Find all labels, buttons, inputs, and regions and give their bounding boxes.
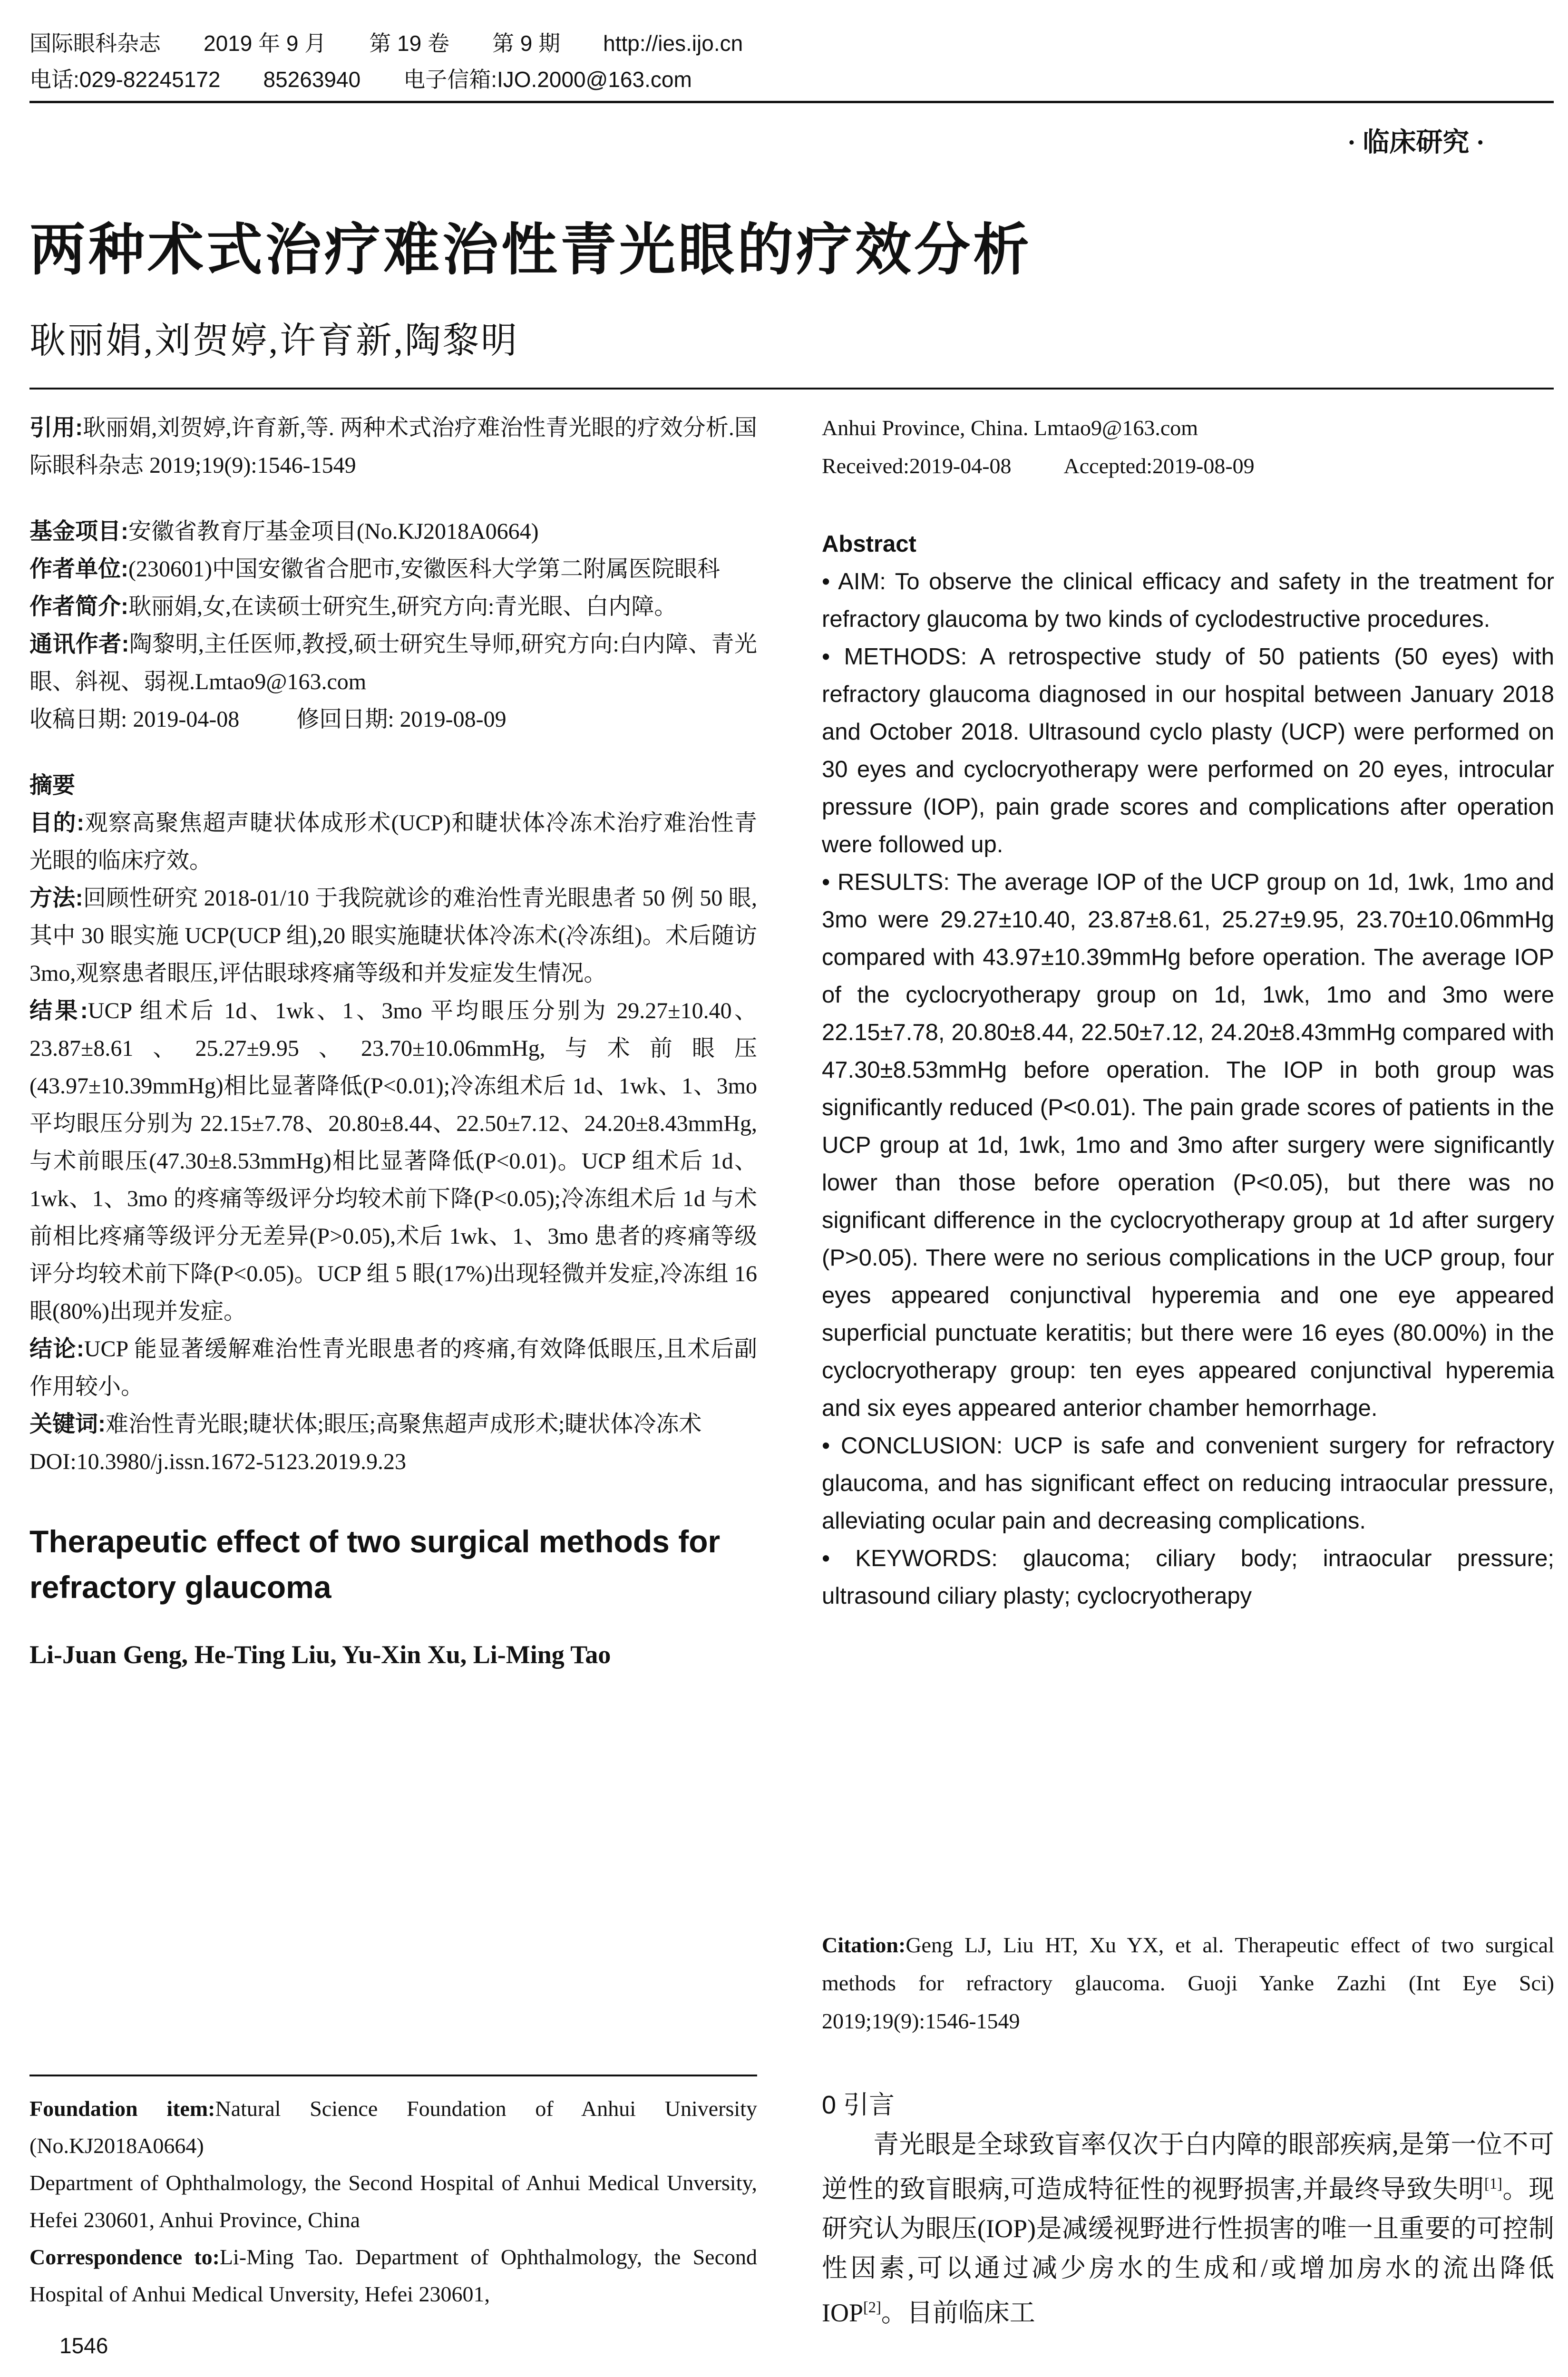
phone: 电话:029-82245172 bbox=[29, 67, 221, 92]
meta-dates: 收稿日期: 2019-04-08 修回日期: 2019-08-09 bbox=[29, 707, 506, 732]
introduction bbox=[822, 2085, 1554, 2333]
meta-corresponding: 通讯作者:陶黎明,主任医师,教授,硕士研究生导师,研究方向:白内障、青光眼、斜视、弱视.Lmtao9@163.com bbox=[29, 632, 757, 694]
column-label: · 临床研究 · bbox=[1347, 128, 1485, 157]
author-meta bbox=[29, 513, 757, 738]
english-title-block bbox=[29, 1519, 757, 1676]
abstract-en-aim: • AIM: To observe the clinical efficacy and safety in the treatment for refractory glaucoma by two kinds of cyclodestructive procedures. bbox=[822, 569, 1554, 632]
running-header-line-2 bbox=[29, 66, 735, 93]
issue-number: 第 9 期 bbox=[492, 31, 561, 56]
abstract-en-results: • RESULTS: The average IOP of the UCP group on 1d, 1wk, 1mo and 3mo were 29.27±10.40, 23.87±8.61, 25.27±9.95, 23.70±10.06mmHg compared with 43.97±10.39mmHg before operation. The average IOP of the cyclocryotherapy group on 1d, 1wk, 1mo and 3mo were 22.15±7.78, 20.80±8.44, 22.50±7.12, 24.20±8.43mmHg compared with 47.30±8.53mmHg before operation. The IOP in both group was significantly reduced (P<0.01). The pain grade scores of patients in the UCP group at 1d, 1wk, 1mo and 3mo after surgery were significantly lower than those before operation (P<0.05), but there was no significant difference in the cyclocryotherapy group at 1d after surgery (P>0.05). There were no serious complications in the UCP group, four eyes appeared conjunctival hyperemia and one eye appeared superficial punctuate keratitis; but there were 16 eyes (80.00%) in the cyclocryotherapy group: ten eyes appeared conjunctival hyperemia and six eyes appeared anterior chamber hemorrhage. bbox=[822, 869, 1555, 1421]
running-header-line-1 bbox=[29, 29, 786, 57]
abstract-cn-keywords: 关键词:难治性青光眼;睫状体;眼压;高聚焦超声成形术;睫状体冷冻术 bbox=[29, 1412, 702, 1437]
author-list: 耿丽娟,刘贺婷,许育新,陶黎明 bbox=[29, 321, 519, 361]
ref-1[interactable]: [1] bbox=[1484, 2175, 1502, 2192]
foundation-block bbox=[29, 2090, 757, 2313]
abstract-cn bbox=[29, 767, 757, 1481]
citation-en: Citation:Geng LJ, Liu HT, Xu YX, et al. Therapeutic effect of two surgical methods for refractory glaucoma. Guoji Yanke Zazhi (Int Eye Sci) 2019;19(9):1546-1549 bbox=[822, 1933, 1554, 2033]
meta-affiliation: 作者单位:(230601)中国安徽省合肥市,安徽医科大学第二附属医院眼科 bbox=[29, 556, 720, 582]
page-number: 1546 bbox=[59, 2333, 108, 2358]
email[interactable]: 电子信箱:IJO.2000@163.com bbox=[403, 67, 692, 92]
left-column bbox=[29, 409, 757, 1676]
citation-cn: 引用:耿丽娟,刘贺婷,许育新,等. 两种术式治疗难治性青光眼的疗效分析.国际眼科杂志 2019;19(9):1546-1549 bbox=[29, 415, 757, 478]
department: Department of Ophthalmology, the Second Hospital of Anhui Medical Unversity, Hefei 230601, Anhui Province, China bbox=[29, 2171, 757, 2232]
english-authors: Li-Juan Geng, He-Ting Liu, Yu-Xin Xu, Li-Ming Tao bbox=[29, 1640, 611, 1669]
title-rule bbox=[29, 388, 1554, 390]
intro-text: 青光眼是全球致盲率仅次于白内障的眼部疾病,是第一位不可逆性的致盲眼病,可造成特征性的视野损害,并最终导致失明[1]。现研究认为眼压(IOP)是减缓视野进行性损害的唯一且重要的可控制性因素,可以通过减少房水的生成和/或增加房水的流出降低 IOP[2]。目前临床工 bbox=[822, 2130, 1554, 2327]
journal-name: 国际眼科杂志 bbox=[29, 31, 161, 56]
abstract-cn-conclusion: 结论:UCP 能显著缓解难治性青光眼患者的疼痛,有效降低眼压,且术后副作用较小。 bbox=[29, 1336, 757, 1399]
issue-date: 2019 年 9 月 bbox=[204, 31, 327, 56]
volume: 第 19 卷 bbox=[369, 31, 449, 56]
correspondence: Correspondence to:Li-Ming Tao. Department of Ophthalmology, the Second Hospital of Anhui Medical Unversity, Hefei 230601, bbox=[29, 2245, 758, 2306]
meta-funding: 基金项目:安徽省教育厅基金项目(No.KJ2018A0664) bbox=[29, 519, 539, 544]
abstract-cn-heading: 摘要 bbox=[29, 773, 76, 798]
abstract-en-conclusion: • CONCLUSION: UCP is safe and convenient surgery for refractory glaucoma, and has significant effect on reducing intraocular pressure, alleviating ocular pain and decreasing complications. bbox=[822, 1433, 1554, 1534]
received-accepted: Received:2019-04-08 Accepted:2019-08-09 bbox=[822, 454, 1255, 478]
journal-url[interactable]: http://ies.ijo.cn bbox=[603, 31, 743, 56]
ref-2[interactable]: [2] bbox=[863, 2299, 881, 2316]
doi[interactable]: DOI:10.3980/j.issn.1672-5123.2019.9.23 bbox=[29, 1449, 406, 1474]
abstract-cn-methods: 方法:回顾性研究 2018-01/10 于我院就诊的难治性青光眼患者 50 例 50 眼,其中 30 眼实施 UCP(UCP 组),20 眼实施睫状体冷冻术(冷冻组)。术后随访 3mo,观察患者眼压,评估眼球疼痛等级和并发症发生情况。 bbox=[29, 886, 757, 986]
abstract-cn-results: 结果:UCP 组术后 1d、1wk、1、3mo 平均眼压分别为 29.27±10.40、23.87±8.61、25.27±9.95、23.70±10.06mmHg,与术前眼压(43.97±10.39mmHg)相比显著降低(P<0.01);冷冻组术后 1d、1wk、1、3mo 平均眼压分别为 22.15±7.78、20.80±8.44、22.50±7.12、24.20±8.43mmHg,与术前眼压(47.30±8.53mmHg)相比显著降低(P<0.01)。UCP 组术后 1d、1wk、1、3mo 的疼痛等级评分均较术前下降(P<0.05);冷冻组术后 1d 与术前相比疼痛等级评分无差异(P>0.05),术后 1wk、1、3mo 患者的疼痛等级评分均较术前下降(P<0.05)。UCP 组 5 眼(17%)出现轻微并发症,冷冻组 16 眼(80%)出现并发症。 bbox=[29, 998, 757, 1324]
abstract-cn-aim: 目的:观察高聚焦超声睫状体成形术(UCP)和睫状体冷冻术治疗难治性青光眼的临床疗效。 bbox=[29, 810, 757, 873]
correspondence-cont: Anhui Province, China. Lmtao9@163.com Received:2019-04-08 Accepted:2019-08-09 bbox=[822, 409, 1554, 485]
header-rule bbox=[29, 101, 1554, 103]
footnote-rule bbox=[29, 2075, 757, 2076]
abstract-en bbox=[822, 526, 1554, 1615]
intro-heading: 0 引言 bbox=[822, 2091, 895, 2119]
meta-author-bio: 作者简介:耿丽娟,女,在读硕士研究生,研究方向:青光眼、白内障。 bbox=[29, 594, 677, 619]
foundation-item: Foundation item:Natural Science Foundation of Anhui University (No.KJ2018A0664) bbox=[29, 2096, 757, 2158]
phone-2: 85263940 bbox=[263, 67, 361, 92]
abstract-en-keywords: • KEYWORDS: glaucoma; ciliary body; intraocular pressure; ultrasound ciliary plasty; cyclocryotherapy bbox=[822, 1546, 1554, 1609]
abstract-en-methods: • METHODS: A retrospective study of 50 patients (50 eyes) with refractory glaucoma diagnosed in our hospital between January 2018 and October 2018. Ultrasound cyclo plasty (UCP) were performed on 30 eyes and cyclocryotherapy were performed on 20 eyes, introcular pressure (IOP), pain grade scores and complications after operation were followed up. bbox=[822, 644, 1555, 857]
article-title: 两种术式治疗难治性青光眼的疗效分析 bbox=[29, 217, 1032, 283]
english-title: Therapeutic effect of two surgical methods for refractory glaucoma bbox=[29, 1524, 721, 1605]
abstract-en-heading: Abstract bbox=[822, 531, 916, 557]
